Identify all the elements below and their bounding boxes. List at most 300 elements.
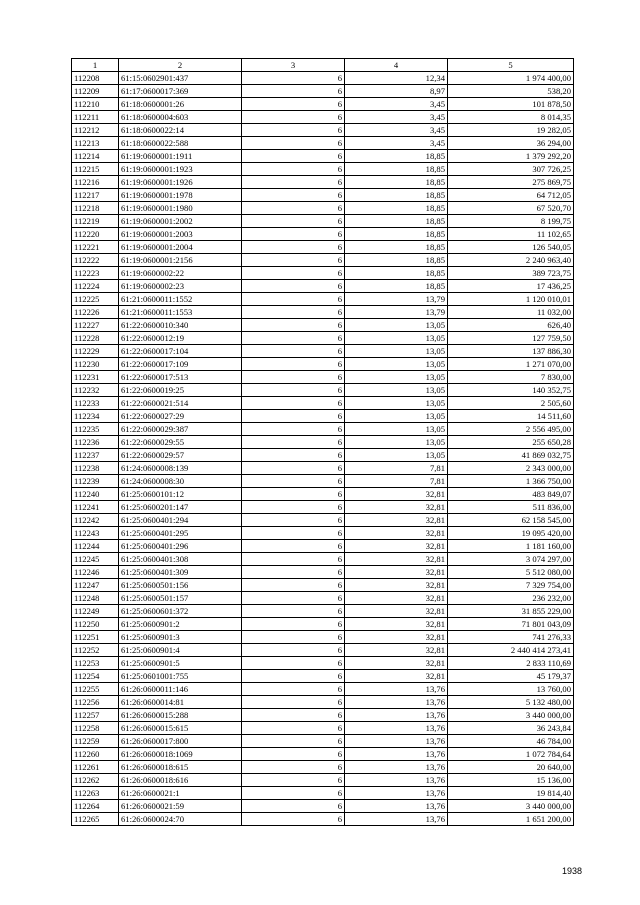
cadastral-number-cell: 61:19:0600001:2156 (119, 254, 242, 267)
rate-cell: 3,45 (345, 137, 448, 150)
rate-cell: 13,76 (345, 761, 448, 774)
rate-cell: 13,05 (345, 332, 448, 345)
rate-cell: 13,05 (345, 397, 448, 410)
group-cell: 6 (242, 176, 345, 189)
group-cell: 6 (242, 709, 345, 722)
group-cell: 6 (242, 683, 345, 696)
group-cell: 6 (242, 150, 345, 163)
row-number-cell: 112254 (72, 670, 119, 683)
table-row (72, 397, 574, 410)
row-number-cell: 112245 (72, 553, 119, 566)
cadastral-number-cell: 61:25:0600501:157 (119, 592, 242, 605)
group-cell: 6 (242, 501, 345, 514)
rate-cell: 13,05 (345, 436, 448, 449)
group-cell: 6 (242, 371, 345, 384)
row-number-cell: 112243 (72, 527, 119, 540)
row-number-cell: 112250 (72, 618, 119, 631)
group-cell: 6 (242, 761, 345, 774)
cadastral-number-cell: 61:26:0600014:81 (119, 696, 242, 709)
table-row (72, 267, 574, 280)
column-header-3: 3 (242, 59, 345, 72)
rate-cell: 3,45 (345, 111, 448, 124)
rate-cell: 13,76 (345, 683, 448, 696)
cadastral-number-cell: 61:19:0600001:1911 (119, 150, 242, 163)
group-cell: 6 (242, 735, 345, 748)
table-row (72, 787, 574, 800)
row-number-cell: 112253 (72, 657, 119, 670)
cadastral-number-cell: 61:26:0600018:1069 (119, 748, 242, 761)
row-number-cell: 112252 (72, 644, 119, 657)
rate-cell: 32,81 (345, 579, 448, 592)
rate-cell: 32,81 (345, 514, 448, 527)
table-row (72, 579, 574, 592)
row-number-cell: 112260 (72, 748, 119, 761)
group-cell: 6 (242, 813, 345, 826)
rate-cell: 18,85 (345, 202, 448, 215)
cadastral-number-cell: 61:22:0600019:25 (119, 384, 242, 397)
row-number-cell: 112247 (72, 579, 119, 592)
cadastral-number-cell: 61:25:0600901:3 (119, 631, 242, 644)
rate-cell: 13,76 (345, 748, 448, 761)
row-number-cell: 112230 (72, 358, 119, 371)
row-number-cell: 112242 (72, 514, 119, 527)
cadastral-number-cell: 61:26:0600021:59 (119, 800, 242, 813)
group-cell: 6 (242, 774, 345, 787)
cadastral-number-cell: 61:19:0600001:1980 (119, 202, 242, 215)
value-cell: 64 712,05 (448, 189, 574, 202)
rate-cell: 18,85 (345, 150, 448, 163)
value-cell: 19 814,40 (448, 787, 574, 800)
row-number-cell: 112262 (72, 774, 119, 787)
group-cell: 6 (242, 540, 345, 553)
value-cell: 45 179,37 (448, 670, 574, 683)
row-number-cell: 112228 (72, 332, 119, 345)
column-header-4: 4 (345, 59, 448, 72)
row-number-cell: 112219 (72, 215, 119, 228)
table-row (72, 618, 574, 631)
value-cell: 19 282,05 (448, 124, 574, 137)
rate-cell: 8,97 (345, 85, 448, 98)
table-row (72, 72, 574, 85)
group-cell: 6 (242, 553, 345, 566)
table-row (72, 306, 574, 319)
row-number-cell: 112223 (72, 267, 119, 280)
header-row (72, 59, 574, 72)
table-header (72, 59, 574, 72)
value-cell: 62 158 545,00 (448, 514, 574, 527)
row-number-cell: 112255 (72, 683, 119, 696)
table-row (72, 761, 574, 774)
cadastral-number-cell: 61:25:0600401:295 (119, 527, 242, 540)
row-number-cell: 112257 (72, 709, 119, 722)
cadastral-number-cell: 61:25:0600501:156 (119, 579, 242, 592)
group-cell: 6 (242, 98, 345, 111)
cadastral-number-cell: 61:22:0600017:109 (119, 358, 242, 371)
cadastral-number-cell: 61:25:0600601:372 (119, 605, 242, 618)
value-cell: 1 181 160,00 (448, 540, 574, 553)
rate-cell: 13,05 (345, 449, 448, 462)
table-row (72, 722, 574, 735)
table-row (72, 540, 574, 553)
table-row (72, 215, 574, 228)
row-number-cell: 112238 (72, 462, 119, 475)
rate-cell: 18,85 (345, 176, 448, 189)
value-cell: 255 650,28 (448, 436, 574, 449)
value-cell: 8 199,75 (448, 215, 574, 228)
value-cell: 3 440 000,00 (448, 709, 574, 722)
cadastral-number-cell: 61:26:0600017:800 (119, 735, 242, 748)
group-cell: 6 (242, 189, 345, 202)
value-cell: 1 651 200,00 (448, 813, 574, 826)
rate-cell: 18,85 (345, 228, 448, 241)
table-row (72, 111, 574, 124)
cadastral-number-cell: 61:25:0600401:294 (119, 514, 242, 527)
value-cell: 71 801 043,09 (448, 618, 574, 631)
group-cell: 6 (242, 566, 345, 579)
value-cell: 538,20 (448, 85, 574, 98)
table-row (72, 228, 574, 241)
group-cell: 6 (242, 319, 345, 332)
group-cell: 6 (242, 605, 345, 618)
rate-cell: 32,81 (345, 618, 448, 631)
table-row (72, 449, 574, 462)
value-cell: 14 511,60 (448, 410, 574, 423)
cadastral-number-cell: 61:26:0600018:615 (119, 761, 242, 774)
table-row (72, 332, 574, 345)
cadastral-number-cell: 61:15:0602901:437 (119, 72, 242, 85)
row-number-cell: 112265 (72, 813, 119, 826)
cadastral-number-cell: 61:22:0600010:340 (119, 319, 242, 332)
cadastral-number-cell: 61:18:0600022:588 (119, 137, 242, 150)
rate-cell: 18,85 (345, 267, 448, 280)
group-cell: 6 (242, 800, 345, 813)
table-row (72, 475, 574, 488)
cadastral-number-cell: 61:22:0600021:514 (119, 397, 242, 410)
cadastral-number-cell: 61:26:0600018:616 (119, 774, 242, 787)
row-number-cell: 112239 (72, 475, 119, 488)
rate-cell: 3,45 (345, 124, 448, 137)
rate-cell: 32,81 (345, 540, 448, 553)
table-row (72, 709, 574, 722)
value-cell: 2 833 110,69 (448, 657, 574, 670)
rate-cell: 18,85 (345, 215, 448, 228)
rate-cell: 12,34 (345, 72, 448, 85)
group-cell: 6 (242, 696, 345, 709)
cadastral-number-cell: 61:25:0601001:755 (119, 670, 242, 683)
cadastral-number-cell: 61:26:0600015:615 (119, 722, 242, 735)
group-cell: 6 (242, 72, 345, 85)
group-cell: 6 (242, 527, 345, 540)
table-row (72, 501, 574, 514)
row-number-cell: 112210 (72, 98, 119, 111)
group-cell: 6 (242, 488, 345, 501)
value-cell: 2 440 414 273,41 (448, 644, 574, 657)
group-cell: 6 (242, 423, 345, 436)
cadastral-number-cell: 61:26:0600021:1 (119, 787, 242, 800)
group-cell: 6 (242, 631, 345, 644)
value-cell: 1 120 010,01 (448, 293, 574, 306)
cadastral-number-cell: 61:25:0600901:5 (119, 657, 242, 670)
row-number-cell: 112240 (72, 488, 119, 501)
group-cell: 6 (242, 137, 345, 150)
value-cell: 67 520,70 (448, 202, 574, 215)
group-cell: 6 (242, 254, 345, 267)
value-cell: 11 102,65 (448, 228, 574, 241)
row-number-cell: 112231 (72, 371, 119, 384)
table-row (72, 800, 574, 813)
table-row (72, 514, 574, 527)
group-cell: 6 (242, 384, 345, 397)
cadastral-number-cell: 61:19:0600001:1978 (119, 189, 242, 202)
row-number-cell: 112213 (72, 137, 119, 150)
cadastral-number-cell: 61:25:0600401:309 (119, 566, 242, 579)
row-number-cell: 112218 (72, 202, 119, 215)
value-cell: 2 240 963,40 (448, 254, 574, 267)
rate-cell: 13,05 (345, 358, 448, 371)
group-cell: 6 (242, 657, 345, 670)
cadastral-number-cell: 61:19:0600001:2003 (119, 228, 242, 241)
row-number-cell: 112232 (72, 384, 119, 397)
value-cell: 236 232,00 (448, 592, 574, 605)
row-number-cell: 112237 (72, 449, 119, 462)
table-row (72, 280, 574, 293)
group-cell: 6 (242, 436, 345, 449)
group-cell: 6 (242, 332, 345, 345)
table-row (72, 345, 574, 358)
rate-cell: 13,76 (345, 787, 448, 800)
rate-cell: 13,76 (345, 813, 448, 826)
cadastral-number-cell: 61:25:0600201:147 (119, 501, 242, 514)
data-table (71, 58, 574, 826)
value-cell: 137 886,30 (448, 345, 574, 358)
cadastral-number-cell: 61:22:0600029:57 (119, 449, 242, 462)
group-cell: 6 (242, 267, 345, 280)
row-number-cell: 112216 (72, 176, 119, 189)
cadastral-number-cell: 61:19:0600002:22 (119, 267, 242, 280)
cadastral-number-cell: 61:26:0600024:70 (119, 813, 242, 826)
row-number-cell: 112212 (72, 124, 119, 137)
group-cell: 6 (242, 579, 345, 592)
row-number-cell: 112246 (72, 566, 119, 579)
value-cell: 1 366 750,00 (448, 475, 574, 488)
table-row (72, 176, 574, 189)
row-number-cell: 112221 (72, 241, 119, 254)
value-cell: 46 784,00 (448, 735, 574, 748)
cadastral-number-cell: 61:19:0600001:1926 (119, 176, 242, 189)
value-cell: 7 329 754,00 (448, 579, 574, 592)
group-cell: 6 (242, 241, 345, 254)
table-row (72, 98, 574, 111)
row-number-cell: 112229 (72, 345, 119, 358)
value-cell: 1 271 070,00 (448, 358, 574, 371)
cadastral-number-cell: 61:18:0600004:603 (119, 111, 242, 124)
table-row (72, 527, 574, 540)
rate-cell: 32,81 (345, 657, 448, 670)
group-cell: 6 (242, 215, 345, 228)
table-row (72, 358, 574, 371)
cadastral-number-cell: 61:26:0600011:146 (119, 683, 242, 696)
row-number-cell: 112233 (72, 397, 119, 410)
cadastral-number-cell: 61:24:0600008:30 (119, 475, 242, 488)
cadastral-number-cell: 61:26:0600015:288 (119, 709, 242, 722)
rate-cell: 18,85 (345, 189, 448, 202)
value-cell: 483 849,07 (448, 488, 574, 501)
value-cell: 101 878,50 (448, 98, 574, 111)
rate-cell: 13,79 (345, 306, 448, 319)
table-row (72, 774, 574, 787)
value-cell: 19 095 420,00 (448, 527, 574, 540)
value-cell: 741 276,33 (448, 631, 574, 644)
cadastral-number-cell: 61:22:0600017:513 (119, 371, 242, 384)
row-number-cell: 112248 (72, 592, 119, 605)
value-cell: 126 540,05 (448, 241, 574, 254)
rate-cell: 7,81 (345, 462, 448, 475)
row-number-cell: 112217 (72, 189, 119, 202)
group-cell: 6 (242, 85, 345, 98)
table-row (72, 644, 574, 657)
row-number-cell: 112251 (72, 631, 119, 644)
cadastral-number-cell: 61:25:0600401:296 (119, 540, 242, 553)
table-row (72, 410, 574, 423)
value-cell: 2 343 000,00 (448, 462, 574, 475)
row-number-cell: 112249 (72, 605, 119, 618)
group-cell: 6 (242, 592, 345, 605)
cadastral-number-cell: 61:19:0600001:2002 (119, 215, 242, 228)
value-cell: 140 352,75 (448, 384, 574, 397)
table-row (72, 137, 574, 150)
table-row (72, 488, 574, 501)
table-row (72, 462, 574, 475)
row-number-cell: 112261 (72, 761, 119, 774)
rate-cell: 7,81 (345, 475, 448, 488)
group-cell: 6 (242, 397, 345, 410)
row-number-cell: 112215 (72, 163, 119, 176)
value-cell: 511 836,00 (448, 501, 574, 514)
group-cell: 6 (242, 358, 345, 371)
rate-cell: 18,85 (345, 163, 448, 176)
rate-cell: 13,79 (345, 293, 448, 306)
value-cell: 2 556 495,00 (448, 423, 574, 436)
value-cell: 5 132 480,00 (448, 696, 574, 709)
table-row (72, 319, 574, 332)
value-cell: 7 830,00 (448, 371, 574, 384)
cadastral-number-cell: 61:21:0600011:1553 (119, 306, 242, 319)
table-row (72, 293, 574, 306)
table-row (72, 163, 574, 176)
cadastral-number-cell: 61:25:0600901:4 (119, 644, 242, 657)
group-cell: 6 (242, 228, 345, 241)
group-cell: 6 (242, 345, 345, 358)
table-row (72, 254, 574, 267)
rate-cell: 13,05 (345, 345, 448, 358)
rate-cell: 32,81 (345, 670, 448, 683)
table-row (72, 670, 574, 683)
value-cell: 5 512 080,00 (448, 566, 574, 579)
table-row (72, 735, 574, 748)
row-number-cell: 112241 (72, 501, 119, 514)
value-cell: 1 379 292,20 (448, 150, 574, 163)
row-number-cell: 112263 (72, 787, 119, 800)
cadastral-number-cell: 61:21:0600011:1552 (119, 293, 242, 306)
rate-cell: 18,85 (345, 241, 448, 254)
table-row (72, 423, 574, 436)
rate-cell: 13,05 (345, 319, 448, 332)
rate-cell: 32,81 (345, 631, 448, 644)
table-row (72, 553, 574, 566)
value-cell: 307 726,25 (448, 163, 574, 176)
rate-cell: 32,81 (345, 553, 448, 566)
row-number-cell: 112259 (72, 735, 119, 748)
table-row (72, 150, 574, 163)
rate-cell: 13,76 (345, 722, 448, 735)
table-row (72, 683, 574, 696)
table-row (72, 124, 574, 137)
rate-cell: 32,81 (345, 527, 448, 540)
row-number-cell: 112227 (72, 319, 119, 332)
cadastral-number-cell: 61:18:0600022:14 (119, 124, 242, 137)
value-cell: 3 074 297,00 (448, 553, 574, 566)
value-cell: 11 032,00 (448, 306, 574, 319)
value-cell: 36 243,84 (448, 722, 574, 735)
cadastral-number-cell: 61:22:0600017:104 (119, 345, 242, 358)
value-cell: 17 436,25 (448, 280, 574, 293)
cadastral-number-cell: 61:22:0600027:29 (119, 410, 242, 423)
group-cell: 6 (242, 306, 345, 319)
cadastral-number-cell: 61:22:0600029:55 (119, 436, 242, 449)
value-cell: 3 440 000,00 (448, 800, 574, 813)
group-cell: 6 (242, 787, 345, 800)
rate-cell: 13,05 (345, 371, 448, 384)
row-number-cell: 112208 (72, 72, 119, 85)
column-header-5: 5 (448, 59, 574, 72)
group-cell: 6 (242, 293, 345, 306)
group-cell: 6 (242, 722, 345, 735)
row-number-cell: 112258 (72, 722, 119, 735)
rate-cell: 13,76 (345, 774, 448, 787)
cadastral-number-cell: 61:25:0600901:2 (119, 618, 242, 631)
rate-cell: 32,81 (345, 605, 448, 618)
table-row (72, 384, 574, 397)
row-number-cell: 112222 (72, 254, 119, 267)
column-header-2: 2 (119, 59, 242, 72)
table-row (72, 436, 574, 449)
table-row (72, 605, 574, 618)
row-number-cell: 112214 (72, 150, 119, 163)
row-number-cell: 112235 (72, 423, 119, 436)
rate-cell: 13,05 (345, 423, 448, 436)
row-number-cell: 112236 (72, 436, 119, 449)
group-cell: 6 (242, 202, 345, 215)
value-cell: 31 855 229,00 (448, 605, 574, 618)
group-cell: 6 (242, 514, 345, 527)
cadastral-number-cell: 61:19:0600001:1923 (119, 163, 242, 176)
value-cell: 41 869 032,75 (448, 449, 574, 462)
cadastral-number-cell: 61:17:0600017:369 (119, 85, 242, 98)
cadastral-number-cell: 61:25:0600101:12 (119, 488, 242, 501)
value-cell: 15 136,00 (448, 774, 574, 787)
group-cell: 6 (242, 475, 345, 488)
value-cell: 275 869,75 (448, 176, 574, 189)
rate-cell: 32,81 (345, 592, 448, 605)
group-cell: 6 (242, 163, 345, 176)
group-cell: 6 (242, 670, 345, 683)
rate-cell: 13,76 (345, 800, 448, 813)
table-row (72, 241, 574, 254)
row-number-cell: 112234 (72, 410, 119, 423)
table-row (72, 657, 574, 670)
cadastral-number-cell: 61:18:0600001:26 (119, 98, 242, 111)
table-row (72, 592, 574, 605)
